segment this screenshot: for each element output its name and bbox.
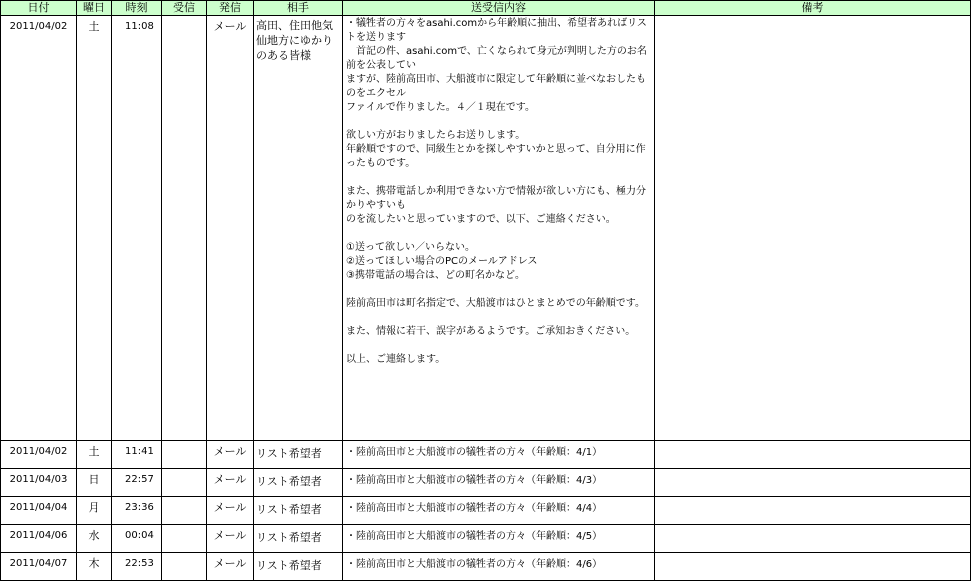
table-row xyxy=(1,525,971,553)
header-sent[interactable]: 発信 xyxy=(207,1,254,16)
cell-time[interactable]: 23:36 xyxy=(112,497,162,525)
cell-sent[interactable]: メール xyxy=(207,16,254,441)
table-row xyxy=(1,441,971,469)
cell-time[interactable]: 00:04 xyxy=(112,525,162,553)
cell-sent[interactable]: メール xyxy=(207,441,254,469)
cell-party[interactable]: 高田、住田他気仙地方にゆかりのある皆様 xyxy=(254,16,343,441)
header-row xyxy=(1,1,971,16)
cell-content[interactable]: ・陸前高田市と大船渡市の犠牲者の方々（年齢順：4/5） xyxy=(343,525,655,553)
cell-received[interactable] xyxy=(162,469,207,497)
header-party[interactable]: 相手 xyxy=(254,1,343,16)
cell-received[interactable] xyxy=(162,441,207,469)
cell-sent[interactable]: メール xyxy=(207,469,254,497)
cell-notes[interactable] xyxy=(655,525,971,553)
cell-party[interactable]: リスト希望者 xyxy=(254,441,343,469)
header-day[interactable]: 曜日 xyxy=(77,1,112,16)
cell-notes[interactable] xyxy=(655,441,971,469)
cell-party[interactable]: リスト希望者 xyxy=(254,497,343,525)
table-row xyxy=(1,469,971,497)
cell-day[interactable]: 月 xyxy=(77,497,112,525)
cell-received[interactable] xyxy=(162,16,207,441)
cell-day[interactable]: 日 xyxy=(77,469,112,497)
header-received[interactable]: 受信 xyxy=(162,1,207,16)
cell-notes[interactable] xyxy=(655,16,971,441)
content-text: ・犠牲者の方々をasahi.comから年齢順に抽出、希望者あればリストを送ります 首記の件、asahi.comで、亡くなられて身元が判明した方のお名前を公表してい ますが、陸前高田市、大船渡市に限定して年齢順に並べなおしたものをエクセル ファイルで作りました。４／１現在です。 欲しい方がおりましたらお送りします。 年齢順ですので、同級生とかを探しやすいかと思って、自分用に作ったものです。 また、携帯電話しか利用できない方で情報が欲しい方にも、極力分かりやすいも のを流したいと思っていますので、以下、ご連絡ください。 ①送って欲しい／いらない。 ②送ってほしい場合のPCのメールアドレス ③携帯電話の場合は、どの町名かなど。 陸前高田市は町名指定で、大船渡市はひとまとめでの年齢順です。 また、情報に若干、誤字があるようです。ご承知おきください。 以上、ご連絡します。 xyxy=(346,18,647,365)
cell-time[interactable]: 22:53 xyxy=(112,553,162,581)
cell-sent[interactable]: メール xyxy=(207,525,254,553)
cell-content[interactable]: ・陸前高田市と大船渡市の犠牲者の方々（年齢順：4/1） xyxy=(343,441,655,469)
cell-date[interactable]: 2011/04/02 xyxy=(1,16,77,441)
cell-date[interactable]: 2011/04/07 xyxy=(1,553,77,581)
cell-time[interactable]: 22:57 xyxy=(112,469,162,497)
cell-date[interactable]: 2011/04/02 xyxy=(1,441,77,469)
cell-day[interactable]: 土 xyxy=(77,16,112,441)
cell-content[interactable]: ・陸前高田市と大船渡市の犠牲者の方々（年齢順：4/6） xyxy=(343,553,655,581)
table-row xyxy=(1,497,971,525)
cell-date[interactable]: 2011/04/03 xyxy=(1,469,77,497)
header-time[interactable]: 時刻 xyxy=(112,1,162,16)
cell-received[interactable] xyxy=(162,497,207,525)
header-date[interactable]: 日付 xyxy=(1,1,77,16)
cell-sent[interactable]: メール xyxy=(207,497,254,525)
cell-notes[interactable] xyxy=(655,469,971,497)
cell-time[interactable]: 11:41 xyxy=(112,441,162,469)
cell-date[interactable]: 2011/04/06 xyxy=(1,525,77,553)
cell-received[interactable] xyxy=(162,525,207,553)
header-content[interactable]: 送受信内容 xyxy=(343,1,655,16)
header-notes[interactable]: 備考 xyxy=(655,1,971,16)
table-row xyxy=(1,16,971,441)
cell-day[interactable]: 土 xyxy=(77,441,112,469)
cell-notes[interactable] xyxy=(655,497,971,525)
cell-content[interactable]: ・陸前高田市と大船渡市の犠牲者の方々（年齢順：4/3） xyxy=(343,469,655,497)
cell-day[interactable]: 水 xyxy=(77,525,112,553)
cell-party[interactable]: リスト希望者 xyxy=(254,525,343,553)
cell-sent[interactable]: メール xyxy=(207,553,254,581)
cell-party[interactable]: リスト希望者 xyxy=(254,553,343,581)
cell-day[interactable]: 木 xyxy=(77,553,112,581)
cell-time[interactable]: 11:08 xyxy=(112,16,162,441)
cell-date[interactable]: 2011/04/04 xyxy=(1,497,77,525)
cell-content[interactable] xyxy=(343,16,655,441)
table-row xyxy=(1,553,971,581)
cell-content[interactable]: ・陸前高田市と大船渡市の犠牲者の方々（年齢順：4/4） xyxy=(343,497,655,525)
cell-received[interactable] xyxy=(162,553,207,581)
cell-party[interactable]: リスト希望者 xyxy=(254,469,343,497)
cell-notes[interactable] xyxy=(655,553,971,581)
